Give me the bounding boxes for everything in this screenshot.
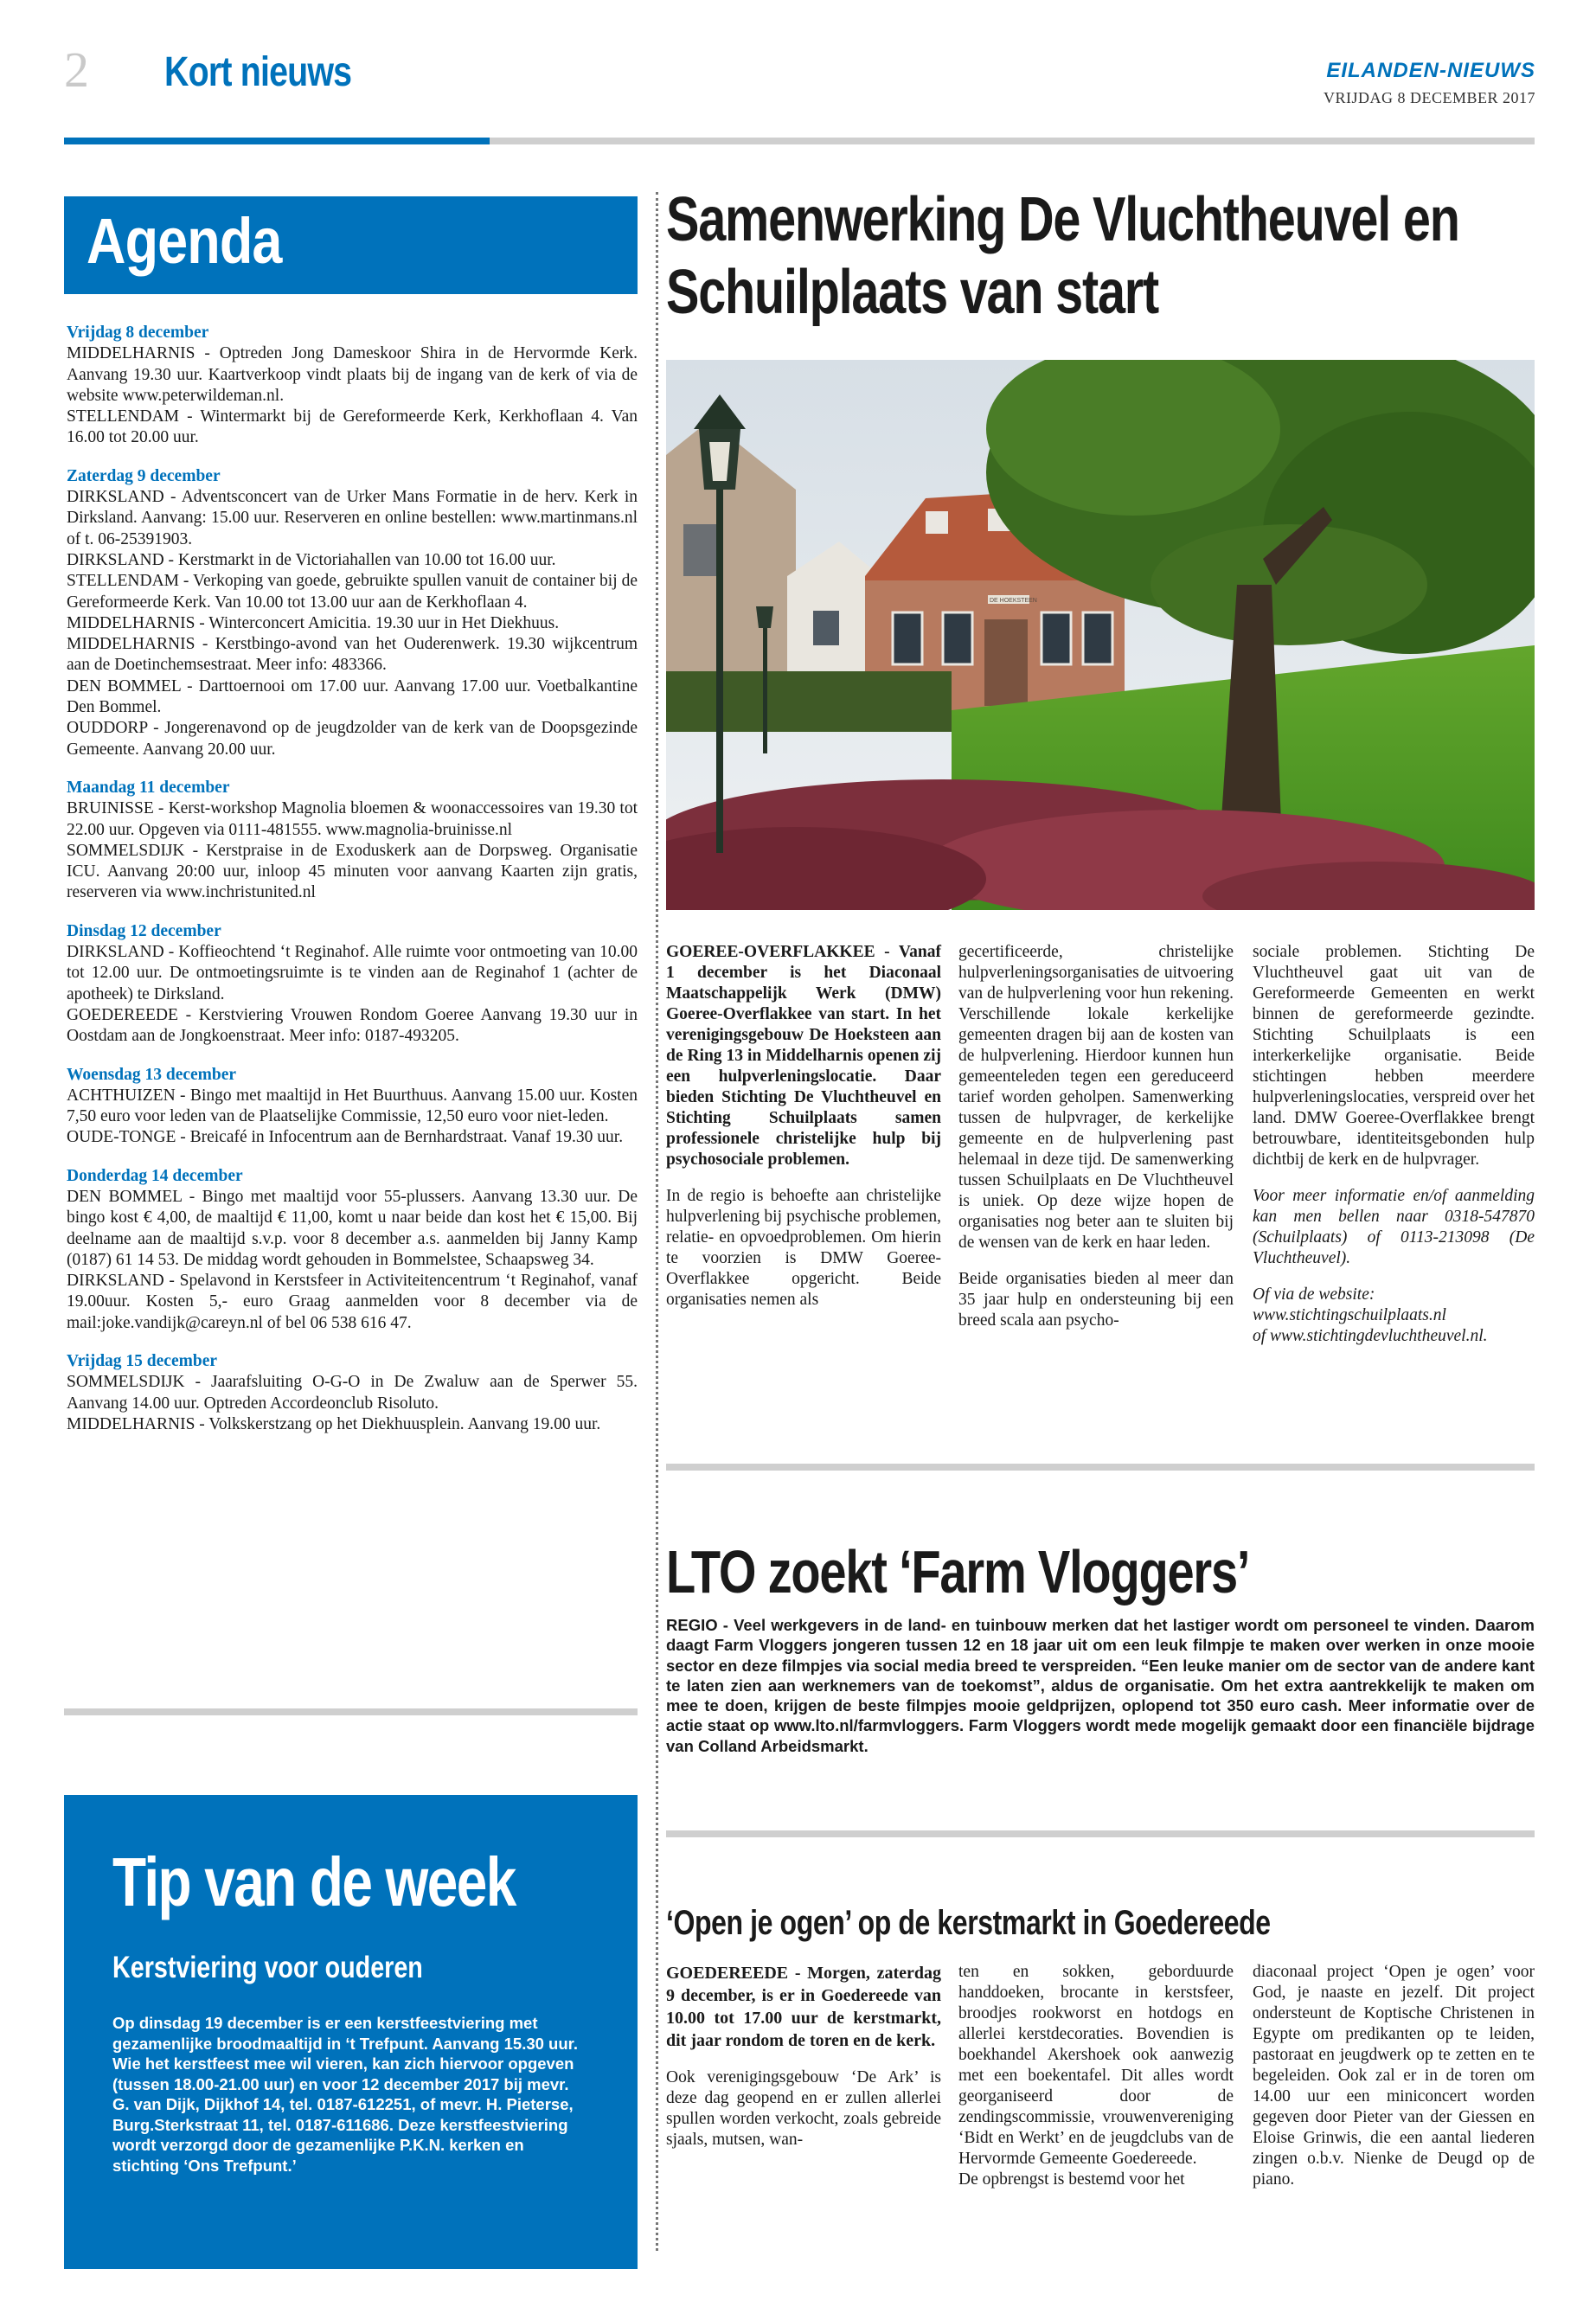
agenda-day (67, 921, 638, 1048)
agenda-date: Zaterdag 9 december (67, 466, 221, 485)
building-sign: DE HOEKSTEEN (990, 598, 1037, 604)
main-article-websites: Of via de website: www.stichtingschuilplaats.nl of www.stichtingdevluchtheuvel.nl. (1253, 1285, 1488, 1345)
agenda-item: MIDDELHARNIS - Optreden Jong Dameskoor Shira in de Hervormde Kerk. Aanvang 19.30 uur. Kaartverkoop vindt plaats bij de ingang van de kerk of via de website www.peterwildeman.nl. (67, 344, 638, 405)
agenda-day (67, 778, 638, 904)
agenda-item: BRUINISSE - Kerst-workshop Magnolia bloemen & woonaccessoires van 19.30 tot 22.00 uur. Opgeven via 0111-481555. www.magnolia-bruinisse.nl (67, 799, 638, 839)
agenda-date: Vrijdag 15 december (67, 1352, 218, 1371)
agenda-title: Agenda (87, 205, 282, 277)
newspaper-logo: EILANDEN-NIEUWS (1326, 59, 1535, 82)
website-link[interactable]: www.stichtingschuilplaats.nl (1253, 1306, 1446, 1324)
tip-body: Op dinsdag 19 december is er een kerstfeestviering met gezamenlijke broodmaaltijd in ‘t Trefpunt. Aanvang 15.30 uur. Wie het kerstfeest mee wil vieren, kan zich hiervoor opgeven (tussen 18.00-21.00 uur) en voor 12 december 2017 bij mevr. G. van Dijk, Dijkhof 14, tel. 0187-612251, of mevr. H. Pieterse, Burg.Sterkstraat 11, tel. 0187-611686. Deze kerstfeestviering wordt verzorgd door de gezamenlijke P.K.N. kerken en stichting ‘Ons Trefpunt.’ (112, 2014, 578, 2175)
main-article-paragraph: gecertificeerde, christelijke hulpverleningsorganisaties de uitvoering van de hulpverlening voor hun rekening. Verschillende lokale kerkelijke gemeenten dragen bij aan de kosten van de hulpverlening. Hierdoor kunnen hun gemeenteleden tegen een gereduceerd tarief worden geholpen. Samenwerking tussen de hulpvrager, de kerkelijke gemeente en de hulpverlening past helemaal in deze tijd. De samenwerking tussen Schuilplaats en De Vluchtheuvel is uniek. Op deze wijze hopen de organisaties nog beter aan te sluiten bij de wensen van de kerk en haar leden. (958, 943, 1234, 1252)
main-article-paragraph: sociale problemen. Stichting De Vluchtheuvel gaat uit van de Gereformeerde Gemeenten en werkt binnen de gereformeerde gezindte. Stichting Schuilplaats is een interkerkelijke organisatie. Beide stichtingen hebben meerdere hulpverleningslocaties, verspreid over het land. DMW Goeree-Overflakkee brengt betrouwbare, identiteitsgebonden hulp dichtbij de kerk en de hulpvrager. (1253, 943, 1535, 1169)
agenda-item: DEN BOMMEL - Darttoernooi om 17.00 uur. Aanvang 17.00 uur. Voetbalkantine Den Bommel. (67, 676, 638, 717)
agenda-item: OUDDORP - Jongerenavond op de jeugdzolder van de kerk van de Doopsgezinde Gemeente. Aanvang 20.00 uur. (67, 719, 638, 759)
agenda-item: STELLENDAM - Wintermarkt bij de Gereformeerde Kerk, Kerkhoflaan 4. Van 16.00 tot 20.00 uur. (67, 407, 638, 447)
issue-date: VRIJDAG 8 DECEMBER 2017 (1323, 89, 1535, 106)
page-number: 2 (64, 42, 89, 98)
agenda-item: MIDDELHARNIS - Volkskerstzang op het Diekhuusplein. Aanvang 19.00 uur. (67, 1414, 601, 1433)
main-article-col2 (958, 942, 1234, 1347)
kerstmarkt-col2 (958, 1962, 1234, 2206)
kerstmarkt-paragraph: De opbrengst is bestemd voor het (958, 2170, 1185, 2189)
tip-subtitle: Kerstviering voor ouderen (112, 1951, 423, 1984)
column-separator (656, 192, 658, 2251)
agenda-list (67, 323, 638, 1435)
lto-body: REGIO - Veel werkgevers in de land- en tuinbouw merken dat het lastiger wordt om personeel te vinden. Daarom daagt Farm Vloggers jongeren tussen 12 en 18 jaar uit om een leuk filmpje te maken over werken in onze mooie sector en deze filmpjes via social media breed te verspreiden. “Een leuke manier om de sector van de andere kant te laten zien aan werknemers van de toekomst”, aldus de organisatie. Om het extra aantrekkelijk te maken om mee te doen, krijgen de beste filmpjes mooie geldprijzen, oplopend tot 350 euro cash. Meer informatie over de actie staat op www.lto.nl/farmvloggers. Farm Vloggers wordt mede mogelijk gemaakt door een financiële bijdrage van Colland Arbeidsmarkt. (666, 1616, 1535, 1755)
main-headline: Samenwerking De Vluchtheuvel en Schuilplaats van start (666, 185, 1459, 327)
header-accent-rule (64, 138, 490, 144)
agenda-date: Maandag 11 december (67, 778, 230, 797)
agenda-item: ACHTHUIZEN - Bingo met maaltijd in Het Buurthuus. Aanvang 15.00 uur. Kosten 7,50 euro voor leden van de Plaatselijke Commissie, 12,50 euro voor niet-leden. (67, 1086, 638, 1126)
agenda-item: SOMMELSDIJK - Kerstpraise in de Exoduskerk aan de Dorpsweg. Organisatie ICU. Aanvang 20:00 uur, inloop 45 minuten voor aanvang Kaarten zijn gratis, reserveren via www.inchristunited.nl (67, 841, 638, 902)
agenda-day (67, 1065, 638, 1149)
agenda-date: Dinsdag 12 december (67, 921, 221, 940)
article-rule (666, 1830, 1535, 1837)
agenda-day (67, 1351, 638, 1435)
section-title: Kort nieuws (164, 49, 352, 95)
agenda-day (67, 323, 638, 449)
header-rule (490, 138, 1535, 144)
lto-headline: LTO zoekt ‘Farm Vloggers’ (666, 1538, 1250, 1606)
agenda-item: DIRKSLAND - Adventsconcert van de Urker Mans Formatie in de herv. Kerk in Dirksland. Aanvang: 15.00 uur. Reserveren en online bestellen: www.martinmans.nl of t. 06-25391903. (67, 488, 638, 548)
agenda-date: Vrijdag 8 december (67, 324, 209, 342)
website-link[interactable]: of www.stichtingdevluchtheuvel.nl. (1253, 1327, 1488, 1345)
agenda-item: DIRKSLAND - Kerstmarkt in de Victoriahallen van 10.00 tot 16.00 uur. (67, 550, 556, 569)
main-article-col3 (1253, 942, 1535, 1347)
kerstmarkt-paragraph: ten en sokken, geborduurde handdoeken, brocante in kerstsfeer, broodjes rookworst en hotdogs en allerlei kerstdecoraties. Bovendien is boekhandel Akershoek ook aanwezig met een boekentafel. Dit alles wordt georganiseerd door de zendingscommissie, vrouwenvereniging ‘Bidt en Werkt’ en de jeugdclubs van de Hervormde Gemeente Goedereede. (958, 1963, 1234, 2168)
kerstmarkt-col3 (1253, 1962, 1535, 2206)
agenda-day (67, 466, 638, 760)
agenda-item: MIDDELHARNIS - Kerstbingo-avond van het Ouderenwerk. 19.30 wijkcentrum aan de Doetinchemsestraat. Meer info: 483366. (67, 635, 638, 675)
agenda-date: Donderdag 14 december (67, 1166, 243, 1185)
agenda-item: GOEDEREEDE - Kerstviering Vrouwen Rondom Goeree Aanvang 19.30 uur in Oostdam aan de Jongkoenstraat. Meer info: 0187-493205. (67, 1005, 638, 1046)
kerstmarkt-headline: ‘Open je ogen’ op de kerstmarkt in Goedereede (666, 1904, 1271, 1942)
agenda-item: MIDDELHARNIS - Winterconcert Amicitia. 19.30 uur in Het Diekhuus. (67, 613, 560, 632)
kerstmarkt-paragraph: diaconaal project ‘Open je ogen’ voor God, je naaste en jezelf. Dit project ondersteunt de Koptische Christenen in Egypte om predikanten op te leiden, pastoraat en jeugdwerk op te zetten en te begeleiden. Ook zal er in de toren om 14.00 uur een miniconcert worden gegeven door Pieter van der Giessen en Eloise Grinwis, die een aantal liederen zingen o.b.v. Nienke de Deugd op de piano. (1253, 1963, 1535, 2189)
agenda-date: Woensdag 13 december (67, 1065, 237, 1084)
main-article-col1 (666, 942, 941, 1326)
agenda-item: DIRKSLAND - Spelavond in Kerstsfeer in Activiteitencentrum ‘t Reginahof, vanaf 19.00uur. Kosten 5,- euro Graag aanmelden voor 8 december via de mail:joke.vandijk@careyn.nl of bel 06 538 616 47. (67, 1272, 638, 1332)
main-article-lead: GOEREE-OVERFLAKKEE - Vanaf 1 december is het Diaconaal Maatschappelijk Werk (DMW) Goeree-Overflakkee van start. In het verenigingsgebouw De Hoeksteen aan de Ring 13 in Middelharnis openen zij een hulpverleningslocatie. Daar bieden Stichting De Vluchtheuvel en Stichting Schuilplaats samen professionele christelijke hulp bij psychosociale problemen. (666, 943, 941, 1169)
kerstmarkt-lead: GOEDEREEDE - Morgen, zaterdag 9 december, is er in Goedereede van 10.00 tot 17.00 uur de kerstmarkt, dit jaar rondom de toren en de kerk. (666, 1964, 941, 2050)
agenda-item: SOMMELSDIJK - Jaarafsluiting O-G-O in De Zwaluw aan de Sperwer 55. Aanvang 14.00 uur. Optreden Accordeonclub Risoluto. (67, 1373, 638, 1413)
agenda-bottom-rule (64, 1708, 638, 1715)
kerstmarkt-col1 (666, 1962, 941, 2166)
main-article-paragraph: In de regio is behoefte aan christelijke hulpverlening bij psychische problemen, relatie- en opvoedproblemen. Om hierin te voorzien is DMW Goeree-Overflakkee opgericht. Beide organisaties nemen als (666, 1187, 941, 1309)
tip-title: Tip van de week (112, 1843, 516, 1920)
article-rule (666, 1464, 1535, 1471)
article-photo (666, 360, 1535, 910)
agenda-item: OUDE-TONGE - Breicafé in Infocentrum aan de Bernhardstraat. Vanaf 19.30 uur. (67, 1128, 624, 1147)
agenda-item: DEN BOMMEL - Bingo met maaltijd voor 55-plussers. Aanvang 13.30 uur. De bingo kost € 4,00, de maaltijd € 11,00, komt u naar beide dan kost het € 15,00. Bij deelname aan de maaltijd s.v.p. voor 8 december a.s. aanmelden bij Janny Kamp (0187) 61 14 53. De middag wordt gehouden in Bommelstee, Schaapsweg 34. (67, 1187, 638, 1269)
agenda-item: STELLENDAM - Verkoping van goede, gebruikte spullen vanuit de container bij de Gereformeerde Kerk. Van 10.00 tot 13.00 uur aan de Kerkhoflaan 4. (67, 572, 638, 612)
agenda-day (67, 1166, 638, 1334)
main-article-paragraph: Beide organisaties bieden al meer dan 35 jaar hulp en ondersteuning bij een breed scala aan psycho- (958, 1270, 1234, 1330)
agenda-item: DIRKSLAND - Koffieochtend ‘t Reginahof. Alle ruimte voor ontmoeting van 10.00 tot 12.00 uur. De ontmoetingsruimte is te vinden aan de Reginahof 1 (achter de apotheek) te Dirksland. (67, 943, 638, 1003)
kerstmarkt-paragraph: Ook verenigingsgebouw ‘De Ark’ is deze dag geopend en er zullen allerlei spullen worden verkocht, zoals gebreide sjaals, mutsen, wan- (666, 2068, 941, 2149)
main-article-contact: Voor meer informatie en/of aanmelding kan men bellen naar 0318-547870 (Schuilplaats) of 0113-213098 (De Vluchtheuvel). (1253, 1187, 1535, 1267)
